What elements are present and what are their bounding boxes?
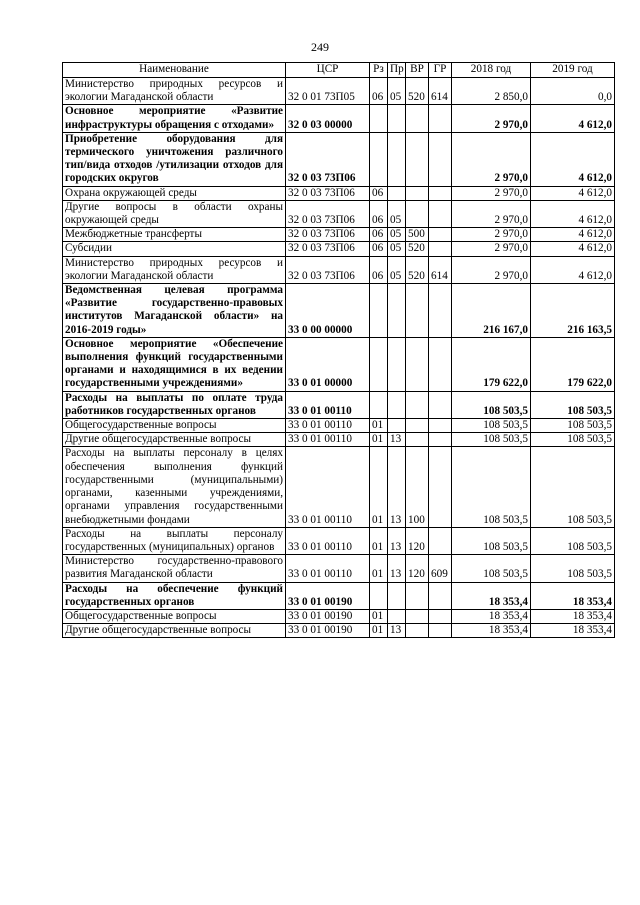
cell-2018: 2 850,0 (452, 78, 531, 105)
table-row (63, 419, 615, 433)
cell-2018: 2 970,0 (452, 242, 531, 256)
cell-2019: 4 612,0 (531, 242, 615, 256)
cell-vr (406, 582, 429, 609)
cell-rz: 01 (370, 419, 388, 433)
cell-pr (388, 582, 406, 609)
cell-2019: 216 163,5 (531, 284, 615, 338)
table-row (63, 582, 615, 609)
cell-name: Министерство природных ресурсов и экологии Магаданской области (63, 78, 286, 105)
cell-csr: 32 0 01 73П05 (286, 78, 370, 105)
cell-rz (370, 105, 388, 132)
cell-2019: 0,0 (531, 78, 615, 105)
cell-csr: 33 0 01 00110 (286, 391, 370, 418)
table-row (63, 527, 615, 554)
cell-csr: 33 0 01 00110 (286, 433, 370, 447)
cell-csr: 33 0 01 00190 (286, 624, 370, 638)
cell-csr: 32 0 03 73П06 (286, 132, 370, 186)
table-row (63, 132, 615, 186)
cell-2019: 4 612,0 (531, 256, 615, 283)
cell-vr (406, 433, 429, 447)
table-row (63, 242, 615, 256)
cell-gr: 614 (429, 256, 452, 283)
cell-rz: 01 (370, 555, 388, 582)
cell-name: Другие общегосударственные вопросы (63, 433, 286, 447)
cell-csr: 33 0 01 00110 (286, 527, 370, 554)
cell-vr: 500 (406, 228, 429, 242)
header-name: Наименование (63, 63, 286, 78)
cell-rz: 06 (370, 228, 388, 242)
table-row (63, 186, 615, 200)
cell-2019: 179 622,0 (531, 337, 615, 391)
cell-vr (406, 337, 429, 391)
cell-gr: 609 (429, 555, 452, 582)
cell-2019: 4 612,0 (531, 186, 615, 200)
cell-csr: 33 0 01 00190 (286, 582, 370, 609)
table-row (63, 447, 615, 527)
cell-2018: 179 622,0 (452, 337, 531, 391)
cell-pr: 05 (388, 256, 406, 283)
cell-2019: 108 503,5 (531, 555, 615, 582)
cell-csr: 32 0 03 73П06 (286, 242, 370, 256)
cell-pr: 05 (388, 200, 406, 227)
cell-vr (406, 624, 429, 638)
cell-vr: 100 (406, 447, 429, 527)
cell-gr (429, 337, 452, 391)
cell-pr: 05 (388, 242, 406, 256)
cell-2019: 4 612,0 (531, 200, 615, 227)
cell-rz: 06 (370, 78, 388, 105)
cell-2018: 216 167,0 (452, 284, 531, 338)
cell-name: Ведомственная целевая программа «Развитие государственно-правовых институтов Магаданской области» на 2016-2019 годы» (63, 284, 286, 338)
cell-2018: 108 503,5 (452, 527, 531, 554)
table-row (63, 200, 615, 227)
cell-name: Общегосударственные вопросы (63, 609, 286, 623)
page-number: 249 (311, 40, 329, 54)
cell-gr (429, 105, 452, 132)
cell-2019: 108 503,5 (531, 447, 615, 527)
cell-pr (388, 284, 406, 338)
cell-pr: 13 (388, 624, 406, 638)
cell-name: Расходы на выплаты по оплате труда работников государственных органов (63, 391, 286, 418)
cell-2018: 108 503,5 (452, 419, 531, 433)
cell-vr (406, 132, 429, 186)
table-header-row (63, 63, 615, 78)
cell-2019: 108 503,5 (531, 391, 615, 418)
cell-csr: 32 0 03 00000 (286, 105, 370, 132)
cell-csr: 33 0 01 00000 (286, 337, 370, 391)
cell-name: Межбюджетные трансферты (63, 228, 286, 242)
cell-2018: 2 970,0 (452, 132, 531, 186)
header-2018: 2018 год (452, 63, 531, 78)
cell-2019: 108 503,5 (531, 527, 615, 554)
cell-gr (429, 527, 452, 554)
cell-rz (370, 582, 388, 609)
cell-pr (388, 186, 406, 200)
cell-csr: 33 0 01 00110 (286, 419, 370, 433)
cell-name: Другие вопросы в области охраны окружающей среды (63, 200, 286, 227)
cell-rz: 06 (370, 242, 388, 256)
cell-pr: 13 (388, 555, 406, 582)
cell-vr: 520 (406, 256, 429, 283)
table-body (63, 78, 615, 638)
cell-vr (406, 284, 429, 338)
cell-gr (429, 132, 452, 186)
cell-csr: 32 0 03 73П06 (286, 228, 370, 242)
cell-rz (370, 337, 388, 391)
cell-gr (429, 447, 452, 527)
cell-2018: 2 970,0 (452, 228, 531, 242)
cell-vr (406, 200, 429, 227)
cell-name: Основное мероприятие «Обеспечение выполнения функций государственными органами и находящимися в их ведении государственными учреждениями» (63, 337, 286, 391)
cell-pr: 13 (388, 433, 406, 447)
cell-gr (429, 186, 452, 200)
cell-rz: 06 (370, 256, 388, 283)
cell-csr: 33 0 00 00000 (286, 284, 370, 338)
cell-pr: 13 (388, 447, 406, 527)
cell-2019: 108 503,5 (531, 433, 615, 447)
cell-name: Расходы на обеспечение функций государственных органов (63, 582, 286, 609)
cell-vr (406, 419, 429, 433)
cell-vr (406, 105, 429, 132)
cell-rz: 01 (370, 527, 388, 554)
cell-name: Министерство государственно-правового развития Магаданской области (63, 555, 286, 582)
cell-gr (429, 582, 452, 609)
cell-name: Расходы на выплаты персоналу в целях обеспечения выполнения функций государственными (муниципальными) органами, казенными учреждениями, органами управления государственными внебюджетными фондами (63, 447, 286, 527)
table-row (63, 78, 615, 105)
table-row (63, 609, 615, 623)
cell-2019: 4 612,0 (531, 105, 615, 132)
cell-csr: 33 0 01 00190 (286, 609, 370, 623)
cell-rz: 01 (370, 447, 388, 527)
cell-rz: 06 (370, 200, 388, 227)
cell-pr: 05 (388, 228, 406, 242)
table-row (63, 228, 615, 242)
cell-rz: 01 (370, 624, 388, 638)
cell-2019: 108 503,5 (531, 419, 615, 433)
cell-rz: 01 (370, 433, 388, 447)
cell-2018: 2 970,0 (452, 256, 531, 283)
cell-name: Приобретение оборудования для термического уничтожения различного тип/вида отходов /утилизации отходов для городских округов (63, 132, 286, 186)
cell-pr (388, 609, 406, 623)
cell-gr (429, 624, 452, 638)
table-row (63, 256, 615, 283)
cell-name: Расходы на выплаты персоналу государственных (муниципальных) органов (63, 527, 286, 554)
cell-name: Общегосударственные вопросы (63, 419, 286, 433)
cell-vr: 520 (406, 242, 429, 256)
cell-pr (388, 105, 406, 132)
cell-2018: 18 353,4 (452, 609, 531, 623)
cell-rz: 06 (370, 186, 388, 200)
cell-csr: 33 0 01 00110 (286, 447, 370, 527)
header-pr: Пр (388, 63, 406, 78)
table-row (63, 284, 615, 338)
cell-rz: 01 (370, 609, 388, 623)
cell-gr (429, 419, 452, 433)
cell-2018: 108 503,5 (452, 555, 531, 582)
header-rz: Рз (370, 63, 388, 78)
cell-2018: 2 970,0 (452, 186, 531, 200)
cell-2018: 108 503,5 (452, 433, 531, 447)
cell-csr: 32 0 03 73П06 (286, 200, 370, 227)
cell-2019: 4 612,0 (531, 132, 615, 186)
cell-vr (406, 391, 429, 418)
cell-2018: 108 503,5 (452, 391, 531, 418)
cell-pr (388, 419, 406, 433)
cell-vr: 120 (406, 527, 429, 554)
cell-rz (370, 284, 388, 338)
cell-2018: 18 353,4 (452, 624, 531, 638)
cell-gr (429, 200, 452, 227)
cell-csr: 32 0 03 73П06 (286, 256, 370, 283)
cell-vr: 520 (406, 78, 429, 105)
cell-vr: 120 (406, 555, 429, 582)
cell-pr (388, 132, 406, 186)
cell-2018: 108 503,5 (452, 447, 531, 527)
budget-table (62, 62, 615, 638)
table-row (63, 433, 615, 447)
cell-2018: 2 970,0 (452, 200, 531, 227)
cell-gr (429, 433, 452, 447)
cell-pr (388, 337, 406, 391)
cell-2019: 4 612,0 (531, 228, 615, 242)
cell-name: Основное мероприятие «Развитие инфраструктуры обращения с отходами» (63, 105, 286, 132)
cell-pr: 13 (388, 527, 406, 554)
cell-rz (370, 391, 388, 418)
cell-2018: 2 970,0 (452, 105, 531, 132)
cell-gr (429, 284, 452, 338)
cell-csr: 32 0 03 73П06 (286, 186, 370, 200)
cell-name: Субсидии (63, 242, 286, 256)
cell-gr: 614 (429, 78, 452, 105)
cell-gr (429, 228, 452, 242)
cell-2019: 18 353,4 (531, 582, 615, 609)
cell-vr (406, 609, 429, 623)
table-row (63, 391, 615, 418)
cell-pr: 05 (388, 78, 406, 105)
table-row (63, 105, 615, 132)
cell-2018: 18 353,4 (452, 582, 531, 609)
table-row (63, 337, 615, 391)
header-2019: 2019 год (531, 63, 615, 78)
table-row (63, 555, 615, 582)
cell-gr (429, 391, 452, 418)
cell-2019: 18 353,4 (531, 609, 615, 623)
cell-name: Охрана окружающей среды (63, 186, 286, 200)
cell-csr: 33 0 01 00110 (286, 555, 370, 582)
cell-rz (370, 132, 388, 186)
header-gr: ГР (429, 63, 452, 78)
header-csr: ЦСР (286, 63, 370, 78)
cell-name: Другие общегосударственные вопросы (63, 624, 286, 638)
table-row (63, 624, 615, 638)
cell-name: Министерство природных ресурсов и экологии Магаданской области (63, 256, 286, 283)
cell-gr (429, 609, 452, 623)
cell-vr (406, 186, 429, 200)
cell-pr (388, 391, 406, 418)
header-vr: ВР (406, 63, 429, 78)
cell-gr (429, 242, 452, 256)
cell-2019: 18 353,4 (531, 624, 615, 638)
